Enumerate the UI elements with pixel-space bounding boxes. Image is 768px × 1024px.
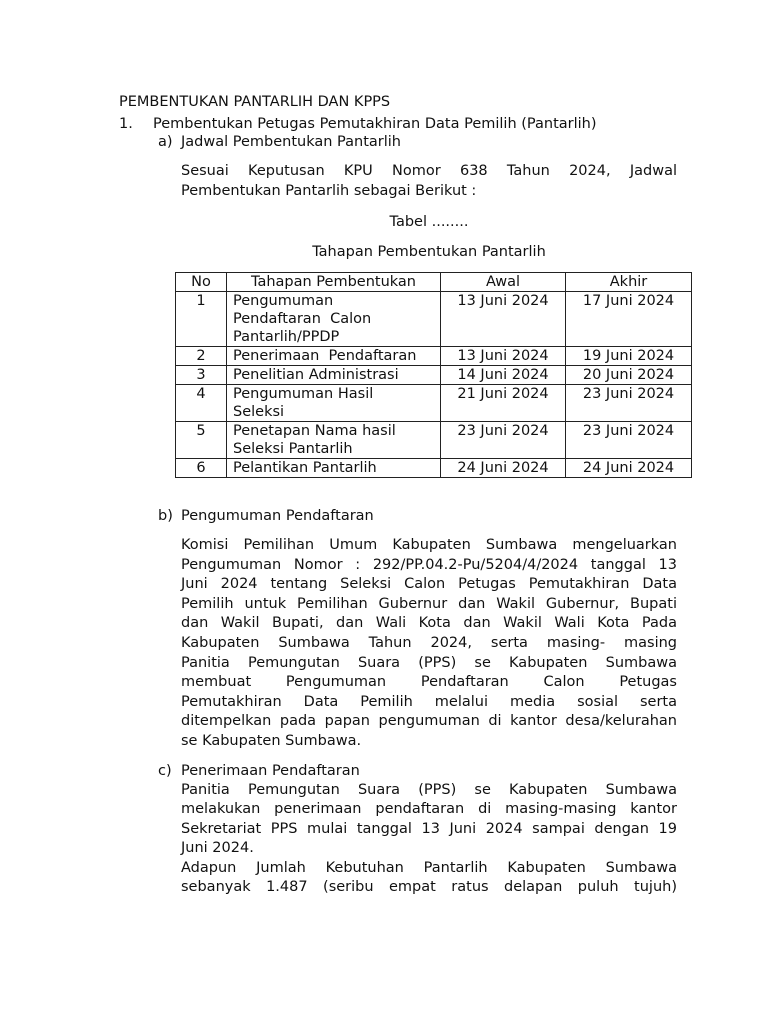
paragraph-line: se Kabupaten Sumbawa. (181, 733, 362, 749)
subsection-c-label: c) (158, 763, 172, 779)
subsection-c-title: Penerimaan Pendaftaran (181, 763, 360, 779)
cell-stage (227, 366, 441, 385)
cell-stage-line: Penelitian Administrasi (233, 367, 399, 383)
table-header-row (176, 273, 692, 292)
cell-start-date: 21 Juni 2024 (441, 385, 566, 422)
table-reference: Tabel ........ (389, 214, 469, 230)
paragraph-line: dan Wakil Bupati, dan Wali Kota dan Wakil Wali Kota Pada (181, 615, 677, 632)
cell-stage (227, 385, 441, 422)
cell-no: 6 (176, 459, 227, 478)
section-1-number: 1. (119, 116, 133, 132)
cell-no: 4 (176, 385, 227, 422)
cell-stage-line: Pengumuman Hasil (233, 386, 374, 402)
cell-stage (227, 347, 441, 366)
paragraph-line: Sekretariat PPS mulai tanggal 13 Juni 2024 sampai dengan 19 (181, 820, 677, 837)
cell-start-date: 24 Juni 2024 (441, 459, 566, 478)
subsection-b-label: b) (158, 508, 173, 524)
paragraph-line: Adapun Jumlah Kebutuhan Pantarlih Kabupaten Sumbawa (181, 859, 677, 876)
table-row (176, 459, 692, 478)
cell-end-date: 17 Juni 2024 (566, 292, 692, 347)
paragraph-line: membuat Pengumuman Pendaftaran Calon Petugas (181, 674, 677, 691)
paragraph-line: Komisi Pemilihan Umum Kabupaten Sumbawa mengeluarkan (181, 537, 677, 553)
cell-stage (227, 292, 441, 347)
cell-stage-line: Penerimaan Pendaftaran (233, 348, 417, 364)
subsection-a-label: a) (158, 134, 173, 150)
cell-start-date: 14 Juni 2024 (441, 366, 566, 385)
cell-stage-line: Pendaftaran Calon (233, 311, 372, 327)
section-1-title: Pembentukan Petugas Pemutakhiran Data Pemilih (Pantarlih) (153, 116, 597, 132)
paragraph-line: Pemutakhiran Data Pemilih melalui media sosial serta (181, 693, 677, 710)
cell-no: 2 (176, 347, 227, 366)
paragraph-line: Juni 2024. (181, 840, 254, 856)
column-header-start: Awal (441, 273, 566, 292)
cell-end-date: 23 Juni 2024 (566, 385, 692, 422)
subsection-a-paragraph-line: Sesuai Keputusan KPU Nomor 638 Tahun 2024, Jadwal (181, 163, 677, 179)
paragraph-line: Pengumuman Nomor : 292/PP.04.2-Pu/5204/4/2024 tanggal 13 (181, 556, 677, 573)
cell-start-date: 13 Juni 2024 (441, 292, 566, 347)
subsection-b-title: Pengumuman Pendaftaran (181, 508, 374, 524)
cell-stage (227, 422, 441, 459)
paragraph-line: Panitia Pemungutan Suara (PPS) se Kabupaten Sumbawa (181, 654, 677, 671)
cell-no: 1 (176, 292, 227, 347)
paragraph-line: sebanyak 1.487 (seribu empat ratus delapan puluh tujuh) (181, 879, 677, 895)
cell-end-date: 19 Juni 2024 (566, 347, 692, 366)
cell-no: 3 (176, 366, 227, 385)
paragraph-line: melakukan penerimaan pendaftaran di masing-masing kantor (181, 801, 677, 817)
document-heading: PEMBENTUKAN PANTARLIH DAN KPPS (119, 94, 391, 110)
column-header-end: Akhir (566, 273, 692, 292)
cell-start-date: 23 Juni 2024 (441, 422, 566, 459)
table-row (176, 422, 692, 459)
table-row (176, 366, 692, 385)
cell-stage-line: Pantarlih/PPDP (233, 329, 340, 345)
cell-end-date: 20 Juni 2024 (566, 366, 692, 385)
paragraph-line: Pemilih untuk Pemilihan Gubernur dan Wakil Gubernur, Bupati (181, 595, 677, 612)
cell-stage-line: Pelantikan Pantarlih (233, 460, 377, 476)
paragraph-line: Juni 2024 tentang Seleksi Calon Petugas Pemutakhiran Data (181, 576, 677, 593)
cell-stage-line: Penetapan Nama hasil (233, 423, 396, 439)
column-header-no: No (176, 273, 227, 292)
cell-stage (227, 459, 441, 478)
cell-start-date: 13 Juni 2024 (441, 347, 566, 366)
paragraph-line: Kabupaten Sumbawa Tahun 2024, serta masing- masing (181, 635, 677, 651)
table-row (176, 347, 692, 366)
paragraph-line: ditempelkan pada papan pengumuman di kantor desa/kelurahan (181, 713, 677, 730)
cell-end-date: 23 Juni 2024 (566, 422, 692, 459)
cell-stage-line: Seleksi (233, 404, 285, 420)
subsection-a-title: Jadwal Pembentukan Pantarlih (181, 134, 401, 150)
table-row (176, 292, 692, 347)
cell-stage-line: Pengumuman (233, 293, 334, 309)
table-caption: Tahapan Pembentukan Pantarlih (312, 244, 546, 260)
schedule-table (175, 272, 692, 478)
paragraph-line: Panitia Pemungutan Suara (PPS) se Kabupaten Sumbawa (181, 781, 677, 798)
table-row (176, 385, 692, 422)
column-header-stage: Tahapan Pembentukan (227, 273, 441, 292)
cell-end-date: 24 Juni 2024 (566, 459, 692, 478)
cell-stage-line: Seleksi Pantarlih (233, 441, 353, 457)
subsection-a-paragraph-line: Pembentukan Pantarlih sebagai Berikut : (181, 183, 477, 199)
cell-no: 5 (176, 422, 227, 459)
